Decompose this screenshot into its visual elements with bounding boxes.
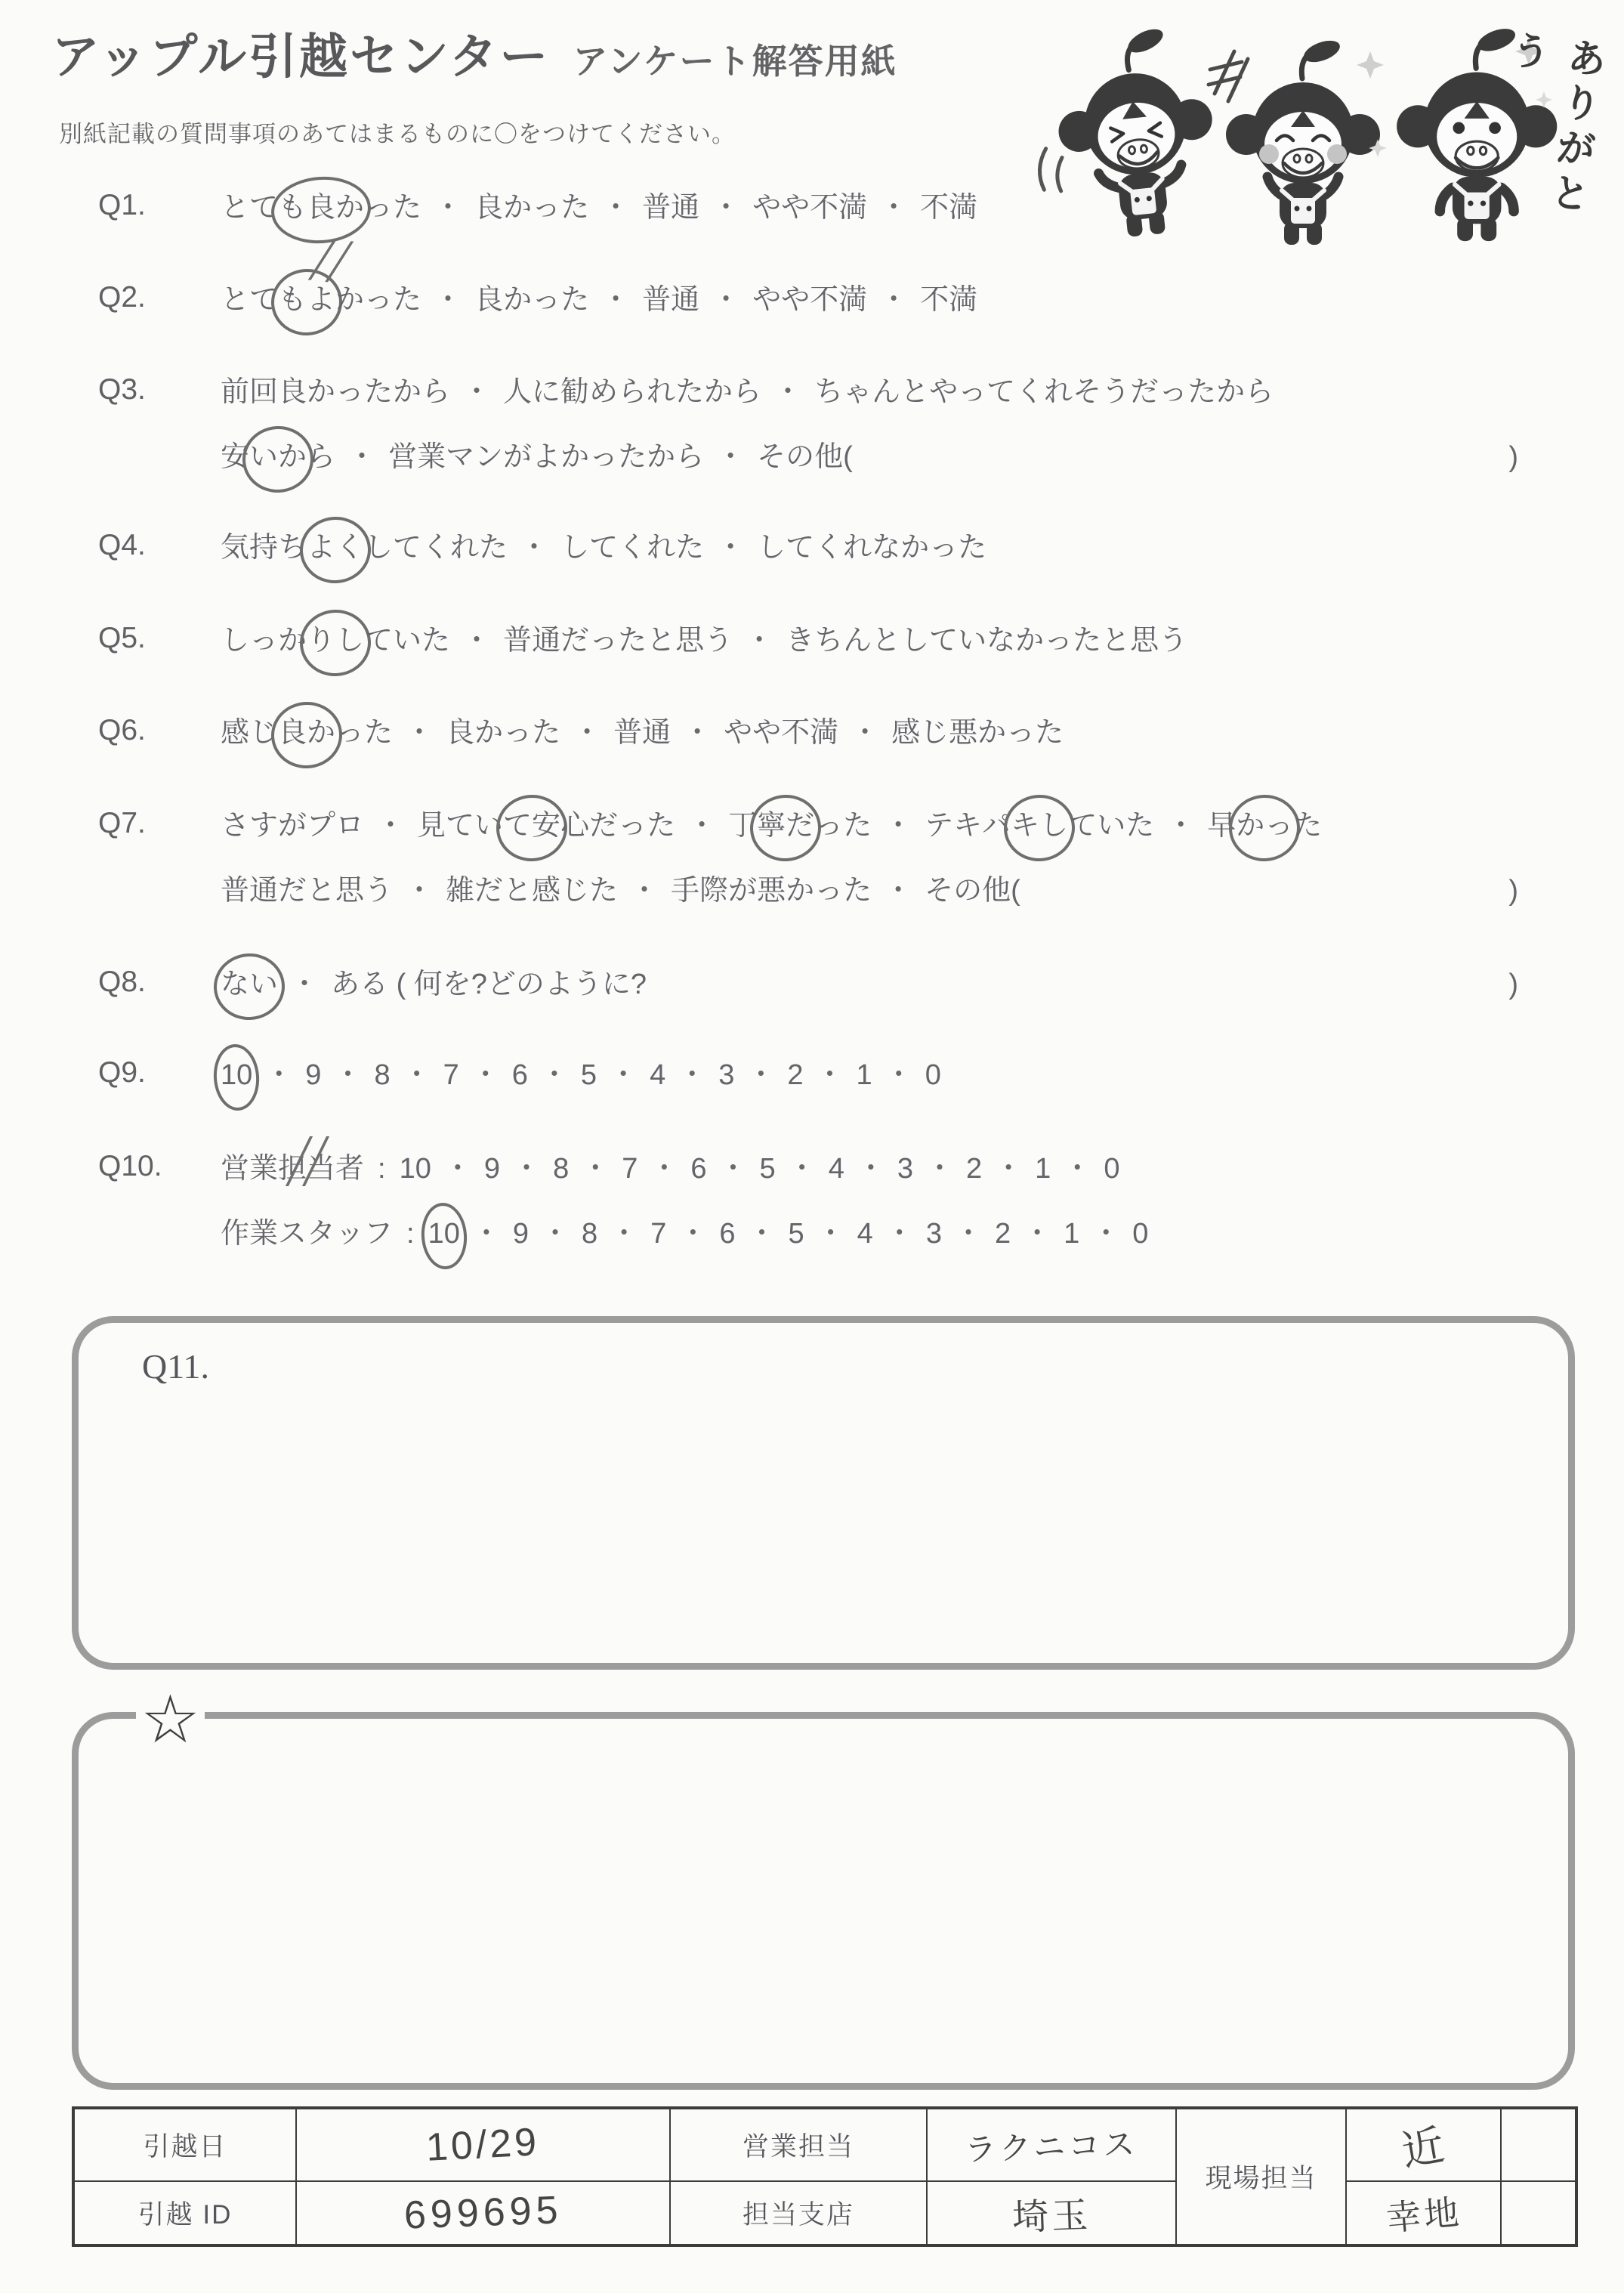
option-text: 普通だったと思う: [503, 625, 733, 657]
option-text: 良かった: [474, 192, 590, 224]
pen-circled-option: もよ: [278, 281, 335, 319]
pen-circled-option: よく: [307, 529, 364, 567]
pen-circled-option: も良か: [278, 189, 364, 227]
separator-dot: ・: [712, 284, 741, 316]
separator-dot: ・: [745, 625, 774, 657]
question-label: Q10.: [98, 1150, 162, 1182]
site-label: 現場担当: [1176, 2108, 1346, 2245]
separator-dot: ・: [610, 1218, 639, 1250]
option-text: 2: [966, 1153, 983, 1185]
option-text: きちんとしていなかったと思う: [786, 625, 1188, 657]
question-label: Q9.: [98, 1056, 146, 1089]
option-text: 5: [580, 1059, 597, 1091]
question-block: [98, 373, 1624, 476]
option-text: その他(: [925, 875, 1020, 907]
option-text: 普通だと思う: [221, 875, 394, 907]
option-text: 普通: [613, 717, 672, 749]
option-text: してくれなかった: [757, 532, 987, 564]
separator-dot: ・: [601, 284, 631, 316]
option-text: テキパ: [925, 810, 1011, 842]
pen-circled-option: いか: [249, 438, 307, 476]
separator-dot: ・: [539, 1059, 569, 1091]
separator-dot: ・: [376, 810, 406, 842]
option-text: 人に勧められたから: [503, 376, 762, 408]
separator-dot: ・: [953, 1218, 983, 1250]
pen-circled-option: て安: [503, 807, 560, 845]
option-text: 丁: [728, 810, 758, 842]
option-text: 早: [1207, 810, 1237, 842]
question-label: Q3.: [98, 373, 146, 406]
option-text: 前回良かったから: [221, 376, 451, 408]
option-text: た: [1293, 810, 1323, 842]
option-text: 5: [788, 1218, 804, 1250]
info-table: [72, 2106, 1578, 2247]
option-text: 良かった: [474, 284, 590, 316]
sheet-subtitle: アンケート解答用紙: [573, 42, 897, 81]
separator-dot: ・: [746, 1059, 776, 1091]
option-text: 雑だと感じた: [446, 875, 619, 907]
option-text: ): [1508, 969, 1518, 1000]
separator-dot: ・: [290, 969, 320, 1000]
option-text: った: [335, 717, 394, 749]
option-text: 気持ち: [221, 532, 307, 564]
separator-dot: ・: [405, 875, 434, 907]
site-value-1: 近: [1397, 2120, 1451, 2175]
option-text: ていた: [364, 625, 451, 657]
option-text: 手際が悪かった: [671, 875, 872, 907]
separator-dot: ・: [601, 192, 631, 224]
option-text: 5: [759, 1153, 776, 1185]
option-text: :: [378, 1153, 386, 1185]
option-text: 3: [897, 1153, 913, 1185]
move-id-cell: [296, 2181, 670, 2245]
option-text: 4: [650, 1059, 666, 1091]
pen-circled-option: キし: [1011, 807, 1068, 845]
separator-dot: ・: [856, 1153, 885, 1185]
separator-dot: ・: [678, 1059, 707, 1091]
thanks-vertical-text: ありがとう: [1502, 27, 1607, 221]
separator-dot: ・: [718, 1153, 748, 1185]
option-text: しっか: [221, 625, 307, 657]
option-text: った: [814, 810, 872, 842]
question-block: [98, 807, 1624, 910]
sales-label: 営業担当: [670, 2108, 927, 2181]
separator-dot: ・: [434, 284, 463, 316]
empty-cell-1: [1501, 2108, 1576, 2181]
option-text: とて: [221, 284, 279, 316]
option-text: かった: [335, 284, 422, 316]
option-text: さすがプロ: [221, 810, 365, 842]
separator-dot: ・: [471, 1218, 501, 1250]
question-block: [98, 1056, 1624, 1094]
separator-dot: ・: [347, 441, 377, 473]
separator-dot: ・: [1166, 810, 1196, 842]
option-text: 1: [1064, 1218, 1080, 1250]
question-block: [98, 281, 1624, 319]
site-cell-2: [1346, 2181, 1501, 2245]
option-text: 7: [650, 1218, 667, 1250]
option-text: 2: [787, 1059, 804, 1091]
separator-dot: ・: [462, 376, 492, 408]
instruction-text: 別紙記載の質問事項のあてはまるものに〇をつけてください。: [59, 121, 736, 147]
separator-dot: ・: [884, 810, 913, 842]
option-text: :: [406, 1218, 415, 1250]
pen-circled-option: ない: [221, 966, 278, 1003]
separator-dot: ・: [816, 1218, 845, 1250]
option-text: してくれた: [560, 532, 705, 564]
move-id-value: 699695: [403, 2188, 563, 2238]
option-text: 6: [719, 1218, 736, 1250]
question-block: [98, 622, 1624, 660]
option-text: その他(: [757, 441, 853, 473]
option-text: 9: [483, 1153, 501, 1185]
option-text: 6: [690, 1153, 707, 1185]
separator-dot: ・: [434, 192, 463, 224]
question-block: [98, 189, 1624, 227]
question-label: Q2.: [98, 281, 146, 314]
separator-dot: ・: [402, 1059, 431, 1091]
question-label: Q7.: [98, 807, 146, 839]
separator-dot: ・: [264, 1059, 294, 1091]
option-text: 8: [553, 1153, 570, 1185]
question-label: Q4.: [98, 529, 146, 561]
pen-circled-option: りし: [307, 622, 364, 660]
pen-circled-option: 寧だ: [757, 807, 814, 845]
option-text: 感じ: [221, 717, 279, 749]
star-icon: ☆: [136, 1686, 205, 1753]
option-text: ): [1508, 441, 1518, 473]
option-text: 4: [857, 1218, 873, 1250]
option-text: してくれた: [364, 532, 508, 564]
separator-dot: ・: [609, 1059, 638, 1091]
separator-dot: ・: [687, 810, 717, 842]
separator-dot: ・: [994, 1153, 1023, 1185]
separator-dot: ・: [333, 1059, 363, 1091]
option-text: とて: [221, 192, 279, 224]
option-text: 者: [335, 1153, 365, 1185]
separator-dot: ・: [716, 532, 746, 564]
separator-dot: ・: [471, 1059, 500, 1091]
separator-dot: ・: [630, 875, 659, 907]
separator-dot: ・: [787, 1153, 817, 1185]
header: [51, 18, 897, 88]
branch-label: 担当支店: [670, 2181, 927, 2245]
separator-dot: ・: [884, 1059, 913, 1091]
branch-cell: [927, 2181, 1176, 2245]
separator-dot: ・: [573, 717, 602, 749]
separator-dot: ・: [716, 441, 746, 473]
question-block: [98, 714, 1624, 752]
option-text: 不満: [920, 284, 978, 316]
doodle-strokes-icon: [1209, 51, 1248, 101]
option-text: 7: [443, 1059, 459, 1091]
q11-answer-box: [72, 1316, 1575, 1670]
separator-dot: ・: [884, 875, 913, 907]
option-text: 心だった: [560, 810, 676, 842]
separator-dot: ・: [879, 192, 909, 224]
question-label: Q8.: [98, 966, 146, 998]
option-text: やや不満: [752, 284, 868, 316]
option-text: ): [1508, 875, 1518, 907]
separator-dot: ・: [712, 192, 741, 224]
option-text: 7: [622, 1153, 638, 1185]
branch-value: 埼玉: [1011, 2195, 1092, 2239]
move-date-label: 引越日: [73, 2108, 296, 2181]
move-date-value: 10/29: [425, 2120, 541, 2171]
option-text: 良かった: [446, 717, 561, 749]
sales-value: ラクニコス: [964, 2126, 1139, 2168]
move-date-cell: [296, 2108, 670, 2181]
option-text: 普通: [642, 284, 700, 316]
pen-circled-option: 良か: [278, 714, 335, 752]
separator-dot: ・: [581, 1153, 610, 1185]
option-text: やや不満: [752, 192, 868, 224]
option-text: 営業: [221, 1153, 279, 1185]
option-text: 見てい: [417, 810, 504, 842]
option-text: 作業スタッフ: [221, 1218, 394, 1250]
site-value-2: 幸地: [1384, 2192, 1463, 2239]
option-text: 2: [994, 1218, 1011, 1250]
site-cell-1: [1346, 2108, 1501, 2181]
separator-dot: ・: [815, 1059, 844, 1091]
option-text: 4: [828, 1153, 844, 1185]
star-answer-box: [72, 1712, 1575, 2090]
option-text: ちゃんとやってくれそうだったから: [814, 376, 1274, 408]
question-block: [98, 1150, 1624, 1253]
option-text: 3: [925, 1218, 942, 1250]
option-text: 不満: [920, 192, 978, 224]
question-label: Q1.: [98, 189, 146, 221]
option-text: ある ( 何を?どのように?: [331, 969, 647, 1000]
separator-dot: ・: [1091, 1218, 1121, 1250]
option-text: 営業マンがよかったから: [388, 441, 705, 473]
option-text: 0: [1104, 1153, 1120, 1185]
option-text: 6: [511, 1059, 528, 1091]
q11-label: Q11.: [142, 1347, 210, 1386]
separator-dot: ・: [851, 717, 880, 749]
option-text: 3: [718, 1059, 735, 1091]
option-text: 0: [925, 1059, 941, 1091]
separator-dot: ・: [925, 1153, 954, 1185]
sales-cell: [927, 2108, 1176, 2181]
separator-dot: ・: [1023, 1218, 1052, 1250]
company-title: アップル引越センター: [51, 29, 551, 84]
separator-dot: ・: [879, 284, 909, 316]
pen-circled-option: 10: [428, 1215, 460, 1253]
option-text: 感じ悪かった: [891, 717, 1064, 749]
move-id-label: 引越 ID: [73, 2181, 296, 2245]
option-text: ていた: [1068, 810, 1155, 842]
separator-dot: ・: [885, 1218, 914, 1250]
option-text: 9: [305, 1059, 322, 1091]
separator-dot: ・: [405, 717, 434, 749]
separator-dot: ・: [462, 625, 492, 657]
option-text: 8: [582, 1218, 598, 1250]
separator-dot: ・: [678, 1218, 708, 1250]
option-text: 9: [512, 1218, 529, 1250]
question-block: [98, 529, 1624, 567]
option-text: った: [364, 192, 422, 224]
separator-dot: ・: [1063, 1153, 1092, 1185]
separator-dot: ・: [520, 532, 549, 564]
option-text: 0: [1132, 1218, 1149, 1250]
option-text: 1: [856, 1059, 872, 1091]
pen-circled-option: かっ: [1236, 807, 1293, 845]
question-label: Q6.: [98, 714, 146, 746]
pen-slashed-text: 担当: [278, 1150, 335, 1188]
option-text: やや不満: [724, 717, 839, 749]
separator-dot: ・: [650, 1153, 679, 1185]
separator-dot: ・: [683, 717, 712, 749]
separator-dot: ・: [773, 376, 803, 408]
option-text: 1: [1035, 1153, 1051, 1185]
separator-dot: ・: [512, 1153, 542, 1185]
option-text: ら: [307, 441, 336, 473]
pen-circled-option: 10: [221, 1056, 252, 1094]
separator-dot: ・: [443, 1153, 472, 1185]
option-text: 普通: [642, 192, 700, 224]
empty-cell-2: [1501, 2181, 1576, 2245]
separator-dot: ・: [541, 1218, 570, 1250]
option-text: 安: [221, 441, 250, 473]
question-block: [98, 966, 1624, 1003]
option-text: 8: [374, 1059, 391, 1091]
question-label: Q5.: [98, 622, 146, 654]
separator-dot: ・: [747, 1218, 776, 1250]
option-text: 10: [399, 1153, 431, 1185]
